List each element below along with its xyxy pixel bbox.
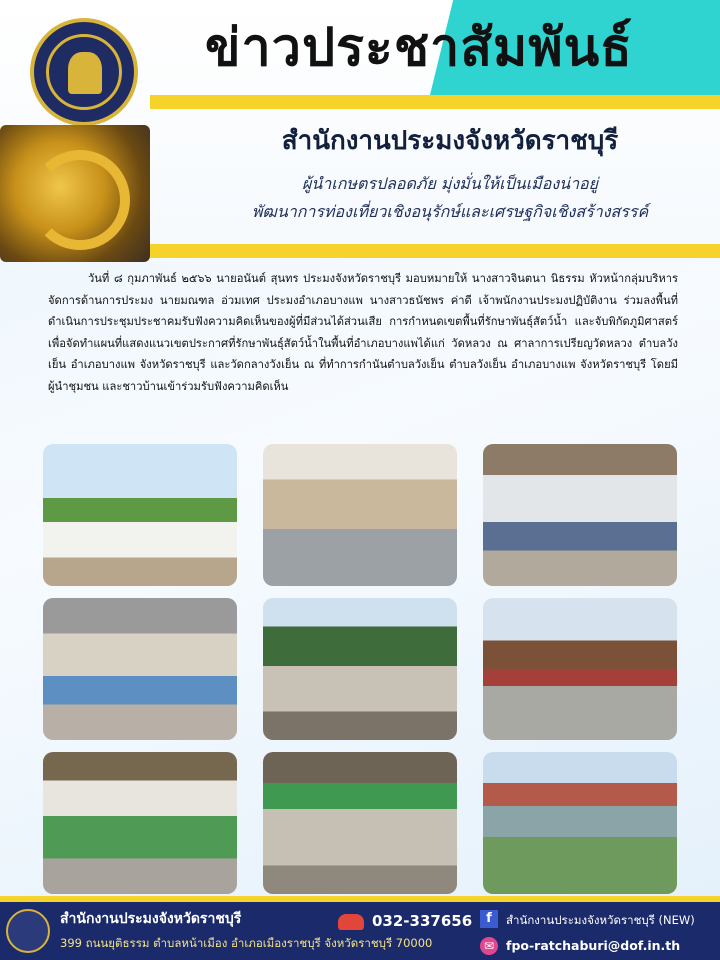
- slogan-line-2: พัฒนาการท่องเที่ยวเชิงอนุรักษ์และเศรษฐกิจเชิงสร้างสรรค์: [251, 202, 649, 221]
- photo-canal-side: [483, 752, 677, 894]
- footer: [0, 902, 720, 960]
- footer-logo: [6, 909, 50, 953]
- slogan-line-1: ผู้นำเกษตรปลอดภัย มุ่งมั่นให้เป็นเมืองน่าอยู่: [301, 174, 599, 193]
- photo-wat-luang-sign: [43, 444, 237, 586]
- article-body: วันที่ ๘ กุมภาพันธ์ ๒๕๖๖ นายอนันต์ สุนทร ประมงจังหวัดราชบุรี มอบหมายให้ นางสาวจินตนา นิธรรม หัวหน้ากลุ่มบริหารจัดการด้านการประมง นายมณฑล อ่วมเทศ ประมงอำเภอบางแพ นางสาวธนัชพร ค่าดี เจ้าพนักงานประมงปฏิบัติงาน ร่วมลงพื้นที่ดำเนินการประชุมประชาคมรับฟังความคิดเห็นของผู้ที่มีส่วนได้ส่วนเสีย การกำหนดเขตพื้นที่รักษาพันธุ์สัตว์น้ำ และจับพิกัดภูมิศาสตร์เพื่อจัดทำแผนที่แสดงแนวเขตประกาศที่รักษาพันธุ์สัตว์น้ำในพื้นที่อำเภอบางแพได้แก่ วัดหลวง ณ ศาลาการเปรียญวัดหลวง ตำบลวังเย็น อำเภอบางแพ จังหวัดราชบุรี และวัดกลางวังเย็น ณ ที่ทำการกำนันตำบลวังเย็น ตำบลวังเย็น อำเภอบางแพ จังหวัดราชบุรี โดยมีผู้นำชุมชน และชาวบ้านเข้าร่วมรับฟังความคิดเห็น: [48, 272, 678, 393]
- photo-meeting-hall: [483, 444, 677, 586]
- office-title: สำนักงานประมงจังหวัดราชบุรี: [281, 126, 619, 156]
- footer-email[interactable]: fpo-ratchaburi@dof.in.th: [506, 938, 681, 953]
- header-yellow-stripe-bottom: [150, 244, 720, 258]
- footer-facebook[interactable]: สำนักงานประมงจังหวัดราชบุรี (NEW): [506, 913, 695, 927]
- footer-address: 399 ถนนยุติธรรม ตำบลหน้าเมือง อำเภอเมืองราชบุรี จังหวัดราชบุรี 70000: [60, 936, 433, 950]
- photo-audience-green-chairs: [43, 752, 237, 894]
- phone-icon: [338, 914, 364, 930]
- photo-presenter-whiteboard: [263, 444, 457, 586]
- email-icon: ✉: [480, 937, 498, 955]
- photo-temple-road: [483, 598, 677, 740]
- photo-villagers-raising-hands: [43, 598, 237, 740]
- photo-gps-survey: [263, 598, 457, 740]
- page-title: ข่าวประชาสัมพันธ์: [205, 18, 633, 78]
- facebook-icon: f: [480, 910, 498, 928]
- golden-dragon-image: [0, 125, 150, 262]
- photo-speaker-audience: [263, 752, 457, 894]
- footer-office-name: สำนักงานประมงจังหวัดราชบุรี: [60, 911, 242, 927]
- header-yellow-stripe: [150, 95, 720, 109]
- footer-phone[interactable]: 032-337656: [372, 912, 473, 930]
- department-of-fisheries-logo: [30, 18, 138, 126]
